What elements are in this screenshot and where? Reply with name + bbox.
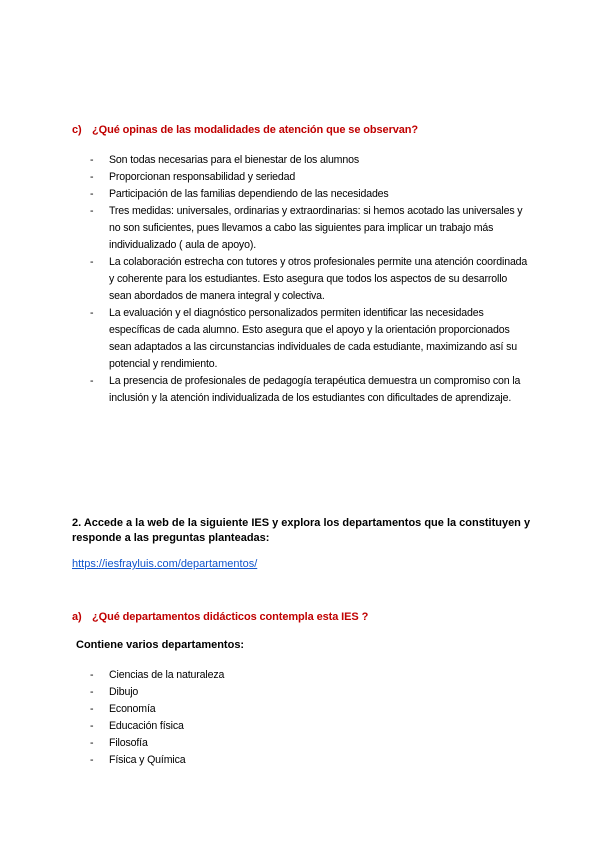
- list-item: - La colaboración estrecha con tutores y otros profesionales permite una atención coordinada y coherente para los estudiantes. Esto asegura que todos los aspectos de su desarrollo sean abordados de manera integral y colectiva.: [0, 254, 529, 305]
- departments-intro: Contiene varios departamentos:: [76, 639, 245, 651]
- list-item: - La presencia de profesionales de pedagogía terapéutica demuestra un compromiso con la inclusión y la atención individualizada de los estudiantes con dificultades de aprendizaje.: [0, 373, 529, 407]
- list-item: - Economía: [0, 701, 529, 718]
- list-item: - Dibujo: [0, 684, 529, 701]
- list-item: - Son todas necesarias para el bienestar de los alumnos: [0, 152, 529, 169]
- question-c-heading: [72, 124, 418, 136]
- question-a-label: a): [72, 611, 82, 623]
- departments-link[interactable]: https://iesfrayluis.com/departamentos/: [72, 558, 258, 570]
- question-a-text: ¿Qué departamentos didácticos contempla esta IES ?: [92, 611, 369, 623]
- section-2-heading: 2. Accede a la web de la siguiente IES y explora los departamentos que la constituyen y responde a las preguntas planteadas:: [72, 517, 531, 544]
- departments-list: [0, 667, 529, 769]
- question-a-heading: [72, 611, 368, 623]
- list-item: - Ciencias de la naturaleza: [0, 667, 529, 684]
- list-item: - La evaluación y el diagnóstico personalizados permiten identificar las necesidades específicas de cada alumno. Esto asegura que el apoyo y la orientación proporcionados sean adaptados a las circunstancias individuales de cada estudiante, maximizando así su potencial y rendimiento.: [0, 305, 529, 373]
- list-item: - Participación de las familias dependiendo de las necesidades: [0, 186, 529, 203]
- answer-c-list: [0, 152, 529, 407]
- list-item: - Educación física: [0, 718, 529, 735]
- list-item: - Tres medidas: universales, ordinarias y extraordinarias: si hemos acotado las universales y no son suficientes, pues llevamos a cabo las siguientes para implicar un trabajo más individualizado ( aula de apoyo).: [0, 203, 529, 254]
- question-c-text: ¿Qué opinas de las modalidades de atención que se observan?: [92, 124, 419, 136]
- list-item: - Filosofía: [0, 735, 529, 752]
- list-item: - Proporcionan responsabilidad y seriedad: [0, 169, 529, 186]
- list-item: - Física y Química: [0, 752, 529, 769]
- question-c-label: c): [72, 124, 82, 136]
